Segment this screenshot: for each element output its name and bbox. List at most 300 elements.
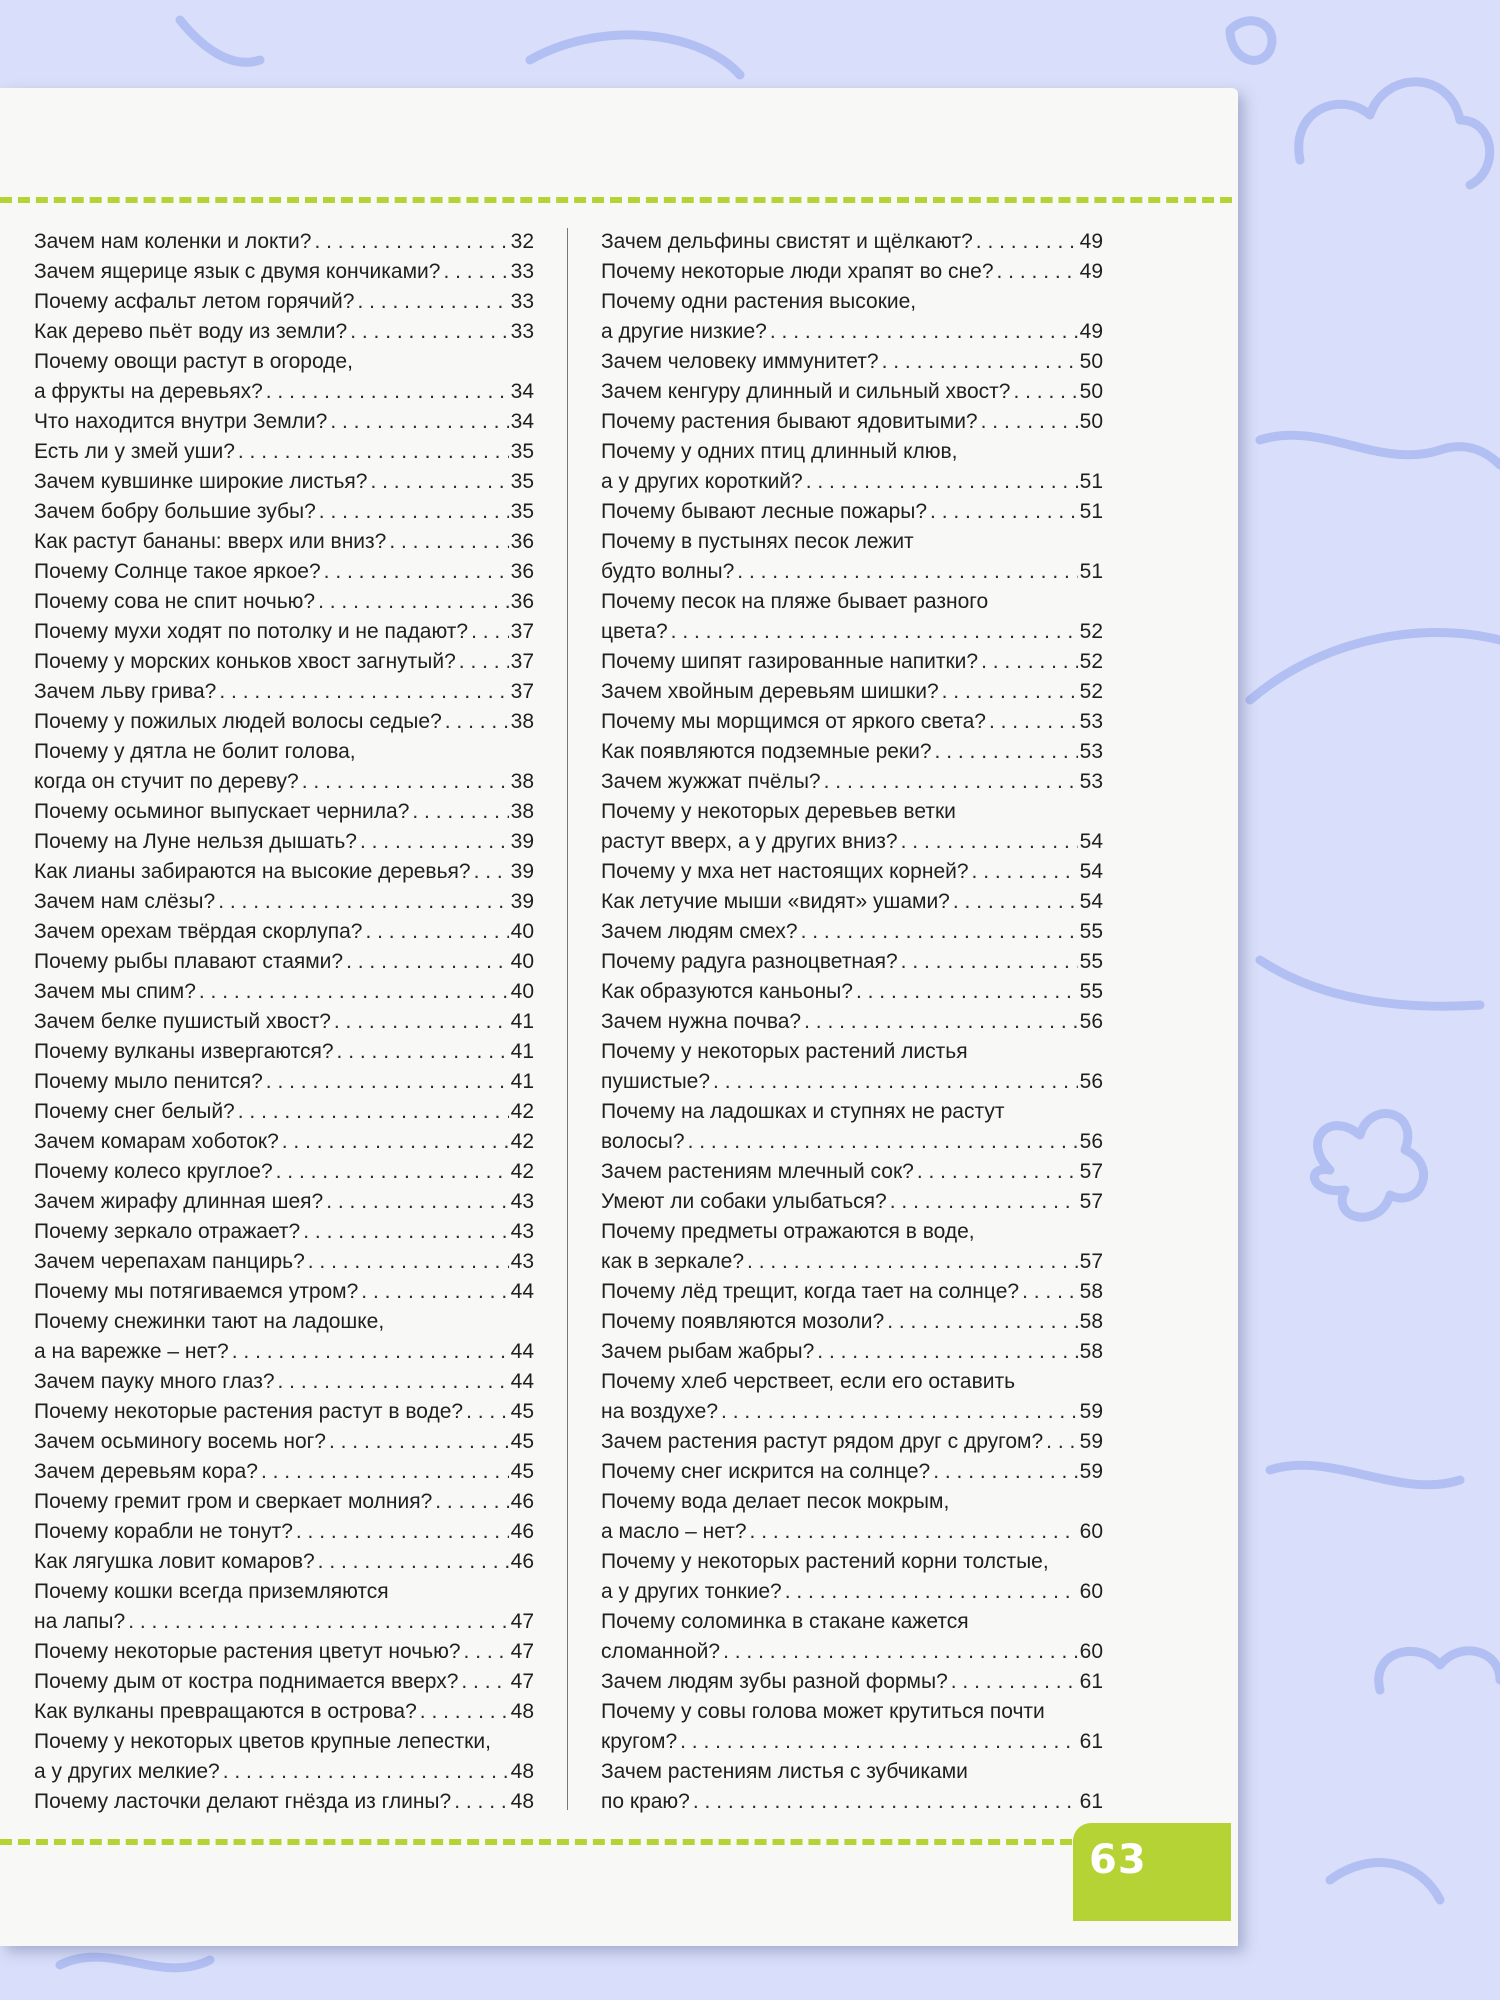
- toc-entry: [34, 1547, 534, 1577]
- toc-question-text: Почему мухи ходят по потолку и не падают?: [34, 620, 469, 643]
- toc-entry: [601, 767, 1103, 797]
- toc-page-number: 46: [510, 1550, 534, 1573]
- toc-question-text: а масло – нет?: [601, 1520, 747, 1543]
- toc-entry-line-last: [601, 1157, 1103, 1187]
- toc-question-text: Зачем нужна почва?: [601, 1010, 802, 1033]
- toc-question-text: Почему у мха нет настоящих корней?: [601, 860, 969, 883]
- toc-entry-line-last: [601, 677, 1103, 707]
- toc-entry-line-last: [34, 1667, 534, 1697]
- toc-page-number: 42: [510, 1100, 534, 1123]
- toc-question-text: Почему у некоторых цветов крупные лепестки,: [34, 1730, 491, 1753]
- toc-entry-line-last: [34, 287, 534, 317]
- dot-leader: [1046, 1427, 1077, 1457]
- toc-question-text: Почему соломинка в стакане кажется: [601, 1610, 969, 1633]
- toc-question-text: Что находится внутри Земли?: [34, 410, 328, 433]
- toc-entry: [34, 977, 534, 1007]
- toc-entry-line-last: [34, 257, 534, 287]
- corner-doodle: [1330, 1863, 1440, 1900]
- toc-page-number: 57: [1079, 1250, 1103, 1273]
- dot-leader: [302, 767, 509, 797]
- toc-entry-line-last: [601, 917, 1103, 947]
- toc-entry-line-last: [34, 1157, 534, 1187]
- toc-entry-line-last: [601, 257, 1103, 287]
- toc-entry: [601, 677, 1103, 707]
- toc-question-text: как в зеркале?: [601, 1250, 745, 1273]
- toc-entry-line: [34, 1307, 534, 1337]
- toc-page-number: 49: [1079, 260, 1103, 283]
- toc-entry: [601, 737, 1103, 767]
- toc-entry: [34, 797, 534, 827]
- toc-question-text: Почему ласточки делают гнёзда из глины?: [34, 1790, 452, 1813]
- dot-leader: [278, 1367, 509, 1397]
- toc-question-text: а на варежке – нет?: [34, 1340, 229, 1363]
- dot-leader: [365, 917, 508, 947]
- toc-entry: [34, 407, 534, 437]
- toc-page-number: 34: [510, 410, 534, 433]
- toc-page-number: 43: [510, 1190, 534, 1213]
- dot-leader: [266, 377, 509, 407]
- toc-page-number: 51: [1079, 500, 1103, 523]
- toc-page-number: 33: [510, 290, 534, 313]
- toc-question-text: Как летучие мыши «видят» ушами?: [601, 890, 950, 913]
- toc-question-text: волосы?: [601, 1130, 685, 1153]
- dot-leader: [337, 1037, 509, 1067]
- toc-entry-line-last: [601, 1247, 1103, 1277]
- toc-entry-line-last: [34, 1607, 534, 1637]
- toc-entry-line-last: [34, 527, 534, 557]
- toc-page-number: 52: [1079, 620, 1103, 643]
- page-number: 63: [1089, 1837, 1147, 1883]
- toc-entry-line: [601, 527, 1103, 557]
- toc-page-number: 50: [1079, 350, 1103, 373]
- toc-entry: [601, 797, 1103, 857]
- toc-question-text: Почему у некоторых растений корни толстые,: [601, 1550, 1049, 1573]
- dashed-separator-bottom: [0, 1839, 1072, 1845]
- toc-question-text: когда он стучит по дереву?: [34, 770, 299, 793]
- toc-page-number: 50: [1079, 410, 1103, 433]
- dot-leader: [466, 1397, 509, 1427]
- toc-question-text: Зачем кувшинке широкие листья?: [34, 470, 368, 493]
- dot-leader: [713, 1067, 1078, 1097]
- dot-leader: [981, 407, 1078, 437]
- toc-entry-line-last: [34, 377, 534, 407]
- wave2-doodle: [1270, 1465, 1460, 1485]
- toc-entry-line-last: [601, 347, 1103, 377]
- toc-entry: [34, 287, 534, 317]
- toc-page-number: 54: [1079, 830, 1103, 853]
- toc-question-text: Зачем растения растут рядом друг с другом?: [601, 1430, 1044, 1453]
- toc-entry-line-last: [34, 677, 534, 707]
- toc-entry-line-last: [601, 557, 1103, 587]
- toc-page-number: 32: [510, 230, 534, 253]
- toc-question-text: Почему зеркало отражает?: [34, 1220, 301, 1243]
- toc-question-text: на лапы?: [34, 1610, 126, 1633]
- toc-question-text: Зачем людям зубы разной формы?: [601, 1670, 948, 1693]
- toc-entry-line-last: [601, 857, 1103, 887]
- toc-question-text: Почему корабли не тонут?: [34, 1520, 293, 1543]
- toc-page-number: 51: [1079, 470, 1103, 493]
- dot-leader: [750, 1517, 1078, 1547]
- dot-leader: [806, 467, 1078, 497]
- toc-page-number: 61: [1079, 1790, 1103, 1813]
- toc-question-text: Почему вулканы извергаются?: [34, 1040, 334, 1063]
- toc-entry-line-last: [601, 1457, 1103, 1487]
- toc-question-text: а фрукты на деревьях?: [34, 380, 263, 403]
- toc-entry: [601, 1607, 1103, 1667]
- toc-question-text: Зачем комарам хоботок?: [34, 1130, 279, 1153]
- dot-leader: [445, 707, 509, 737]
- toc-question-text: Почему некоторые растения растут в воде?: [34, 1400, 464, 1423]
- dot-leader: [357, 287, 508, 317]
- toc-question-text: Как лягушка ловит комаров?: [34, 1550, 315, 1573]
- toc-question-text: Почему овощи растут в огороде,: [34, 350, 353, 373]
- toc-question-text: Почему у пожилых людей волосы седые?: [34, 710, 442, 733]
- dot-leader: [223, 1757, 509, 1787]
- dot-leader: [128, 1607, 508, 1637]
- toc-entry: [601, 1697, 1103, 1757]
- toc-entry: [601, 1457, 1103, 1487]
- dot-leader: [688, 1127, 1078, 1157]
- dot-leader: [721, 1397, 1078, 1427]
- toc-question-text: Почему у совы голова может крутиться почти: [601, 1700, 1045, 1723]
- toc-entry-line: [601, 287, 1103, 317]
- toc-question-text: Как вулканы превращаются в острова?: [34, 1700, 417, 1723]
- toc-question-text: Почему на Луне нельзя дышать?: [34, 830, 357, 853]
- dot-leader: [324, 557, 509, 587]
- dot-leader: [330, 407, 508, 437]
- toc-question-text: сломанной?: [601, 1640, 721, 1663]
- dot-leader: [680, 1727, 1078, 1757]
- dashed-separator-top: [0, 197, 1232, 203]
- toc-entry: [601, 227, 1103, 257]
- toc-page-number: 55: [1079, 920, 1103, 943]
- toc-entry: [601, 587, 1103, 647]
- toc-entry-line: [601, 437, 1103, 467]
- toc-entry-line-last: [34, 1697, 534, 1727]
- toc-page-number: 44: [510, 1340, 534, 1363]
- toc-entry-line-last: [601, 1427, 1103, 1457]
- toc-entry-line-last: [601, 1187, 1103, 1217]
- toc-entry-line-last: [601, 407, 1103, 437]
- toc-question-text: Зачем ящерице язык с двумя кончиками?: [34, 260, 441, 283]
- toc-entry: [34, 527, 534, 557]
- toc-question-text: Почему у одних птиц длинный клюв,: [601, 440, 958, 463]
- toc-entry: [601, 917, 1103, 947]
- toc-question-text: Почему снег искрится на солнце?: [601, 1460, 931, 1483]
- toc-question-text: Почему мы морщимся от яркого света?: [601, 710, 986, 733]
- toc-entry: [601, 1187, 1103, 1217]
- dot-leader: [454, 1787, 508, 1817]
- toc-entry: [601, 947, 1103, 977]
- toc-question-text: Почему мыло пенится?: [34, 1070, 263, 1093]
- dot-leader: [997, 257, 1078, 287]
- toc-question-text: Почему асфальт летом горячий?: [34, 290, 355, 313]
- toc-entry-line-last: [601, 1067, 1103, 1097]
- toc-page-number: 33: [510, 320, 534, 343]
- dot-leader: [282, 1127, 509, 1157]
- toc-entry: [34, 1097, 534, 1127]
- dot-leader: [930, 497, 1078, 527]
- toc-entry: [601, 347, 1103, 377]
- toc-question-text: Есть ли у змей уши?: [34, 440, 235, 463]
- toc-page-number: 42: [510, 1160, 534, 1183]
- toc-entry-line-last: [34, 1517, 534, 1547]
- dot-leader: [901, 947, 1078, 977]
- toc-page-number: 46: [510, 1520, 534, 1543]
- toc-question-text: Почему снег белый?: [34, 1100, 235, 1123]
- toc-entry: [34, 437, 534, 467]
- page-number-tab: [1073, 1823, 1231, 1921]
- toc-entry: [601, 377, 1103, 407]
- toc-question-text: Зачем кенгуру длинный и сильный хвост?: [601, 380, 1011, 403]
- toc-page-number: 59: [1079, 1460, 1103, 1483]
- toc-entry: [34, 1487, 534, 1517]
- toc-page-number: 43: [510, 1220, 534, 1243]
- toc-entry-line-last: [34, 1367, 534, 1397]
- toc-page-number: 41: [510, 1040, 534, 1063]
- toc-entry: [601, 647, 1103, 677]
- toc-page-number: 35: [510, 500, 534, 523]
- toc-entry-line: [601, 1037, 1103, 1067]
- toc-page-number: 45: [510, 1400, 534, 1423]
- toc-entry-line-last: [601, 227, 1103, 257]
- toc-entry-line-last: [34, 1187, 534, 1217]
- toc-entry: [601, 287, 1103, 347]
- toc-question-text: Почему осьминог выпускает чернила?: [34, 800, 410, 823]
- dot-leader: [319, 497, 509, 527]
- toc-page-number: 33: [510, 260, 534, 283]
- toc-entry: [601, 1277, 1103, 1307]
- toc-entry-line-last: [601, 1637, 1103, 1667]
- leaf-doodle: [530, 35, 740, 75]
- toc-question-text: Зачем растениям листья с зубчиками: [601, 1760, 968, 1783]
- toc-page-number: 61: [1079, 1670, 1103, 1693]
- toc-entry-line: [601, 587, 1103, 617]
- toc-question-text: Почему одни растения высокие,: [601, 290, 917, 313]
- toc-page-number: 44: [510, 1370, 534, 1393]
- dot-leader: [887, 1307, 1077, 1337]
- dot-leader: [361, 1277, 508, 1307]
- toc-entry-line-last: [601, 1127, 1103, 1157]
- toc-entry: [34, 347, 534, 407]
- toc-page-number: 50: [1079, 380, 1103, 403]
- dot-leader: [389, 527, 508, 557]
- toc-page-number: 53: [1079, 710, 1103, 733]
- bottom-squiggle-doodle: [60, 1957, 210, 1968]
- contents-column-left: [34, 227, 534, 1817]
- toc-entry-line: [34, 737, 534, 767]
- dot-leader: [464, 1637, 509, 1667]
- toc-page-number: 47: [510, 1670, 534, 1693]
- toc-entry: [34, 1367, 534, 1397]
- toc-entry: [34, 827, 534, 857]
- toc-question-text: Почему в пустынях песок лежит: [601, 530, 914, 553]
- toc-question-text: а другие низкие?: [601, 320, 767, 343]
- dot-leader: [266, 1067, 509, 1097]
- toc-entry-line: [601, 1217, 1103, 1247]
- toc-entry-line-last: [34, 1427, 534, 1457]
- toc-entry-line-last: [34, 1037, 534, 1067]
- toc-entry-line-last: [34, 1247, 534, 1277]
- toc-question-text: Зачем осьминогу восемь ног?: [34, 1430, 326, 1453]
- toc-entry-line-last: [34, 587, 534, 617]
- toc-entry: [34, 1517, 534, 1547]
- toc-question-text: Почему появляются мозоли?: [601, 1310, 885, 1333]
- toc-page-number: 36: [510, 560, 534, 583]
- toc-entry: [34, 1697, 534, 1727]
- toc-page-number: 42: [510, 1130, 534, 1153]
- dot-leader: [747, 1247, 1078, 1277]
- toc-page-number: 41: [510, 1010, 534, 1033]
- toc-page-number: 36: [510, 590, 534, 613]
- dot-leader: [232, 1337, 509, 1367]
- toc-entry: [601, 437, 1103, 497]
- toc-entry-line-last: [601, 1787, 1103, 1817]
- toc-page-number: 57: [1079, 1190, 1103, 1213]
- hill-doodle: [1250, 633, 1500, 701]
- toc-entry-line-last: [601, 617, 1103, 647]
- dot-leader: [360, 827, 509, 857]
- dot-leader: [1022, 1277, 1078, 1307]
- toc-entry-line-last: [34, 1277, 534, 1307]
- toc-entry-line-last: [34, 827, 534, 857]
- toc-page-number: 52: [1079, 680, 1103, 703]
- dot-leader: [461, 1667, 508, 1697]
- toc-entry-line-last: [34, 977, 534, 1007]
- toc-entry-line-last: [601, 707, 1103, 737]
- toc-entry-line-last: [34, 407, 534, 437]
- toc-question-text: Почему колесо круглое?: [34, 1160, 273, 1183]
- toc-question-text: Зачем мы спим?: [34, 980, 196, 1003]
- toc-question-text: Как дерево пьёт воду из земли?: [34, 320, 348, 343]
- toc-question-text: Как лианы забираются на высокие деревья?: [34, 860, 471, 883]
- toc-entry: [34, 1637, 534, 1667]
- toc-question-text: Почему гремит гром и сверкает молния?: [34, 1490, 433, 1513]
- ring-doodle: [1230, 21, 1272, 61]
- toc-question-text: цвета?: [601, 620, 668, 643]
- toc-page-number: 55: [1079, 980, 1103, 1003]
- toc-entry-line-last: [34, 767, 534, 797]
- wave-doodle: [1260, 435, 1500, 465]
- dot-leader: [218, 887, 508, 917]
- toc-entry: [34, 1187, 534, 1217]
- toc-question-text: Почему рыбы плавают стаями?: [34, 950, 344, 973]
- toc-entry-line-last: [601, 1667, 1103, 1697]
- toc-entry-line-last: [601, 497, 1103, 527]
- dot-leader: [723, 1637, 1078, 1667]
- toc-entry: [601, 707, 1103, 737]
- toc-question-text: а у других короткий?: [601, 470, 803, 493]
- toc-entry-line-last: [601, 767, 1103, 797]
- toc-entry: [34, 617, 534, 647]
- dot-leader: [737, 557, 1077, 587]
- toc-entry: [34, 257, 534, 287]
- toc-entry: [34, 707, 534, 737]
- toc-question-text: Почему Солнце такое яркое?: [34, 560, 321, 583]
- toc-page-number: 38: [510, 800, 534, 823]
- toc-page-number: 54: [1079, 860, 1103, 883]
- toc-entry: [34, 317, 534, 347]
- flower-doodle: [1314, 1114, 1423, 1218]
- toc-page-number: 46: [510, 1490, 534, 1513]
- toc-entry-line-last: [601, 947, 1103, 977]
- toc-entry-line-last: [34, 917, 534, 947]
- toc-entry-line-last: [601, 317, 1103, 347]
- toc-entry: [34, 737, 534, 797]
- toc-question-text: Как образуются каньоны?: [601, 980, 853, 1003]
- toc-page-number: 54: [1079, 890, 1103, 913]
- toc-page-number: 35: [510, 440, 534, 463]
- toc-page-number: 60: [1079, 1580, 1103, 1603]
- toc-entry: [34, 467, 534, 497]
- toc-page-number: 34: [510, 380, 534, 403]
- dot-leader: [334, 1007, 509, 1037]
- toc-question-text: Зачем белке пушистый хвост?: [34, 1010, 331, 1033]
- toc-entry-line-last: [34, 1757, 534, 1787]
- toc-entry-line-last: [34, 797, 534, 827]
- toc-question-text: Почему растения бывают ядовитыми?: [601, 410, 978, 433]
- toc-entry: [601, 407, 1103, 437]
- toc-entry: [34, 1037, 534, 1067]
- dot-leader: [856, 977, 1078, 1007]
- toc-entry: [34, 557, 534, 587]
- dot-leader: [443, 257, 508, 287]
- toc-entry: [601, 1307, 1103, 1337]
- toc-question-text: Почему песок на пляже бывает разного: [601, 590, 989, 613]
- toc-question-text: а у других мелкие?: [34, 1760, 220, 1783]
- toc-question-text: Зачем нам слёзы?: [34, 890, 216, 913]
- dot-leader: [238, 437, 509, 467]
- toc-page-number: 60: [1079, 1640, 1103, 1663]
- toc-entry: [34, 1397, 534, 1427]
- toc-entry: [601, 1367, 1103, 1427]
- toc-entry-line-last: [34, 1067, 534, 1097]
- toc-entry: [34, 1787, 534, 1817]
- toc-page-number: 37: [510, 650, 534, 673]
- toc-question-text: Зачем дельфины свистят и щёлкают?: [601, 230, 973, 253]
- toc-page-number: 52: [1079, 650, 1103, 673]
- toc-question-text: а у других тонкие?: [601, 1580, 782, 1603]
- toc-entry-line: [601, 1097, 1103, 1127]
- toc-entry: [34, 1307, 534, 1367]
- toc-page-number: 56: [1079, 1010, 1103, 1033]
- toc-page-number: 51: [1079, 560, 1103, 583]
- dot-leader: [435, 1487, 508, 1517]
- toc-entry: [601, 1427, 1103, 1457]
- dot-leader: [972, 857, 1078, 887]
- toc-entry-line-last: [601, 1577, 1103, 1607]
- toc-entry: [34, 1127, 534, 1157]
- toc-page-number: 44: [510, 1280, 534, 1303]
- toc-page-number: 39: [510, 830, 534, 853]
- dot-leader: [882, 347, 1078, 377]
- toc-entry-line-last: [601, 1337, 1103, 1367]
- toc-entry-line-last: [34, 437, 534, 467]
- toc-question-text: Зачем растениям млечный сок?: [601, 1160, 914, 1183]
- toc-question-text: Почему шипят газированные напитки?: [601, 650, 979, 673]
- toc-entry: [34, 497, 534, 527]
- toc-entry-line: [601, 1487, 1103, 1517]
- toc-page-number: 56: [1079, 1130, 1103, 1153]
- toc-question-text: Зачем жирафу длинная шея?: [34, 1190, 324, 1213]
- toc-entry: [601, 1217, 1103, 1277]
- dot-leader: [370, 467, 508, 497]
- toc-entry-line-last: [601, 737, 1103, 767]
- toc-entry: [34, 227, 534, 257]
- dot-leader: [817, 1337, 1077, 1367]
- dot-leader: [785, 1577, 1078, 1607]
- dot-leader: [917, 1157, 1078, 1187]
